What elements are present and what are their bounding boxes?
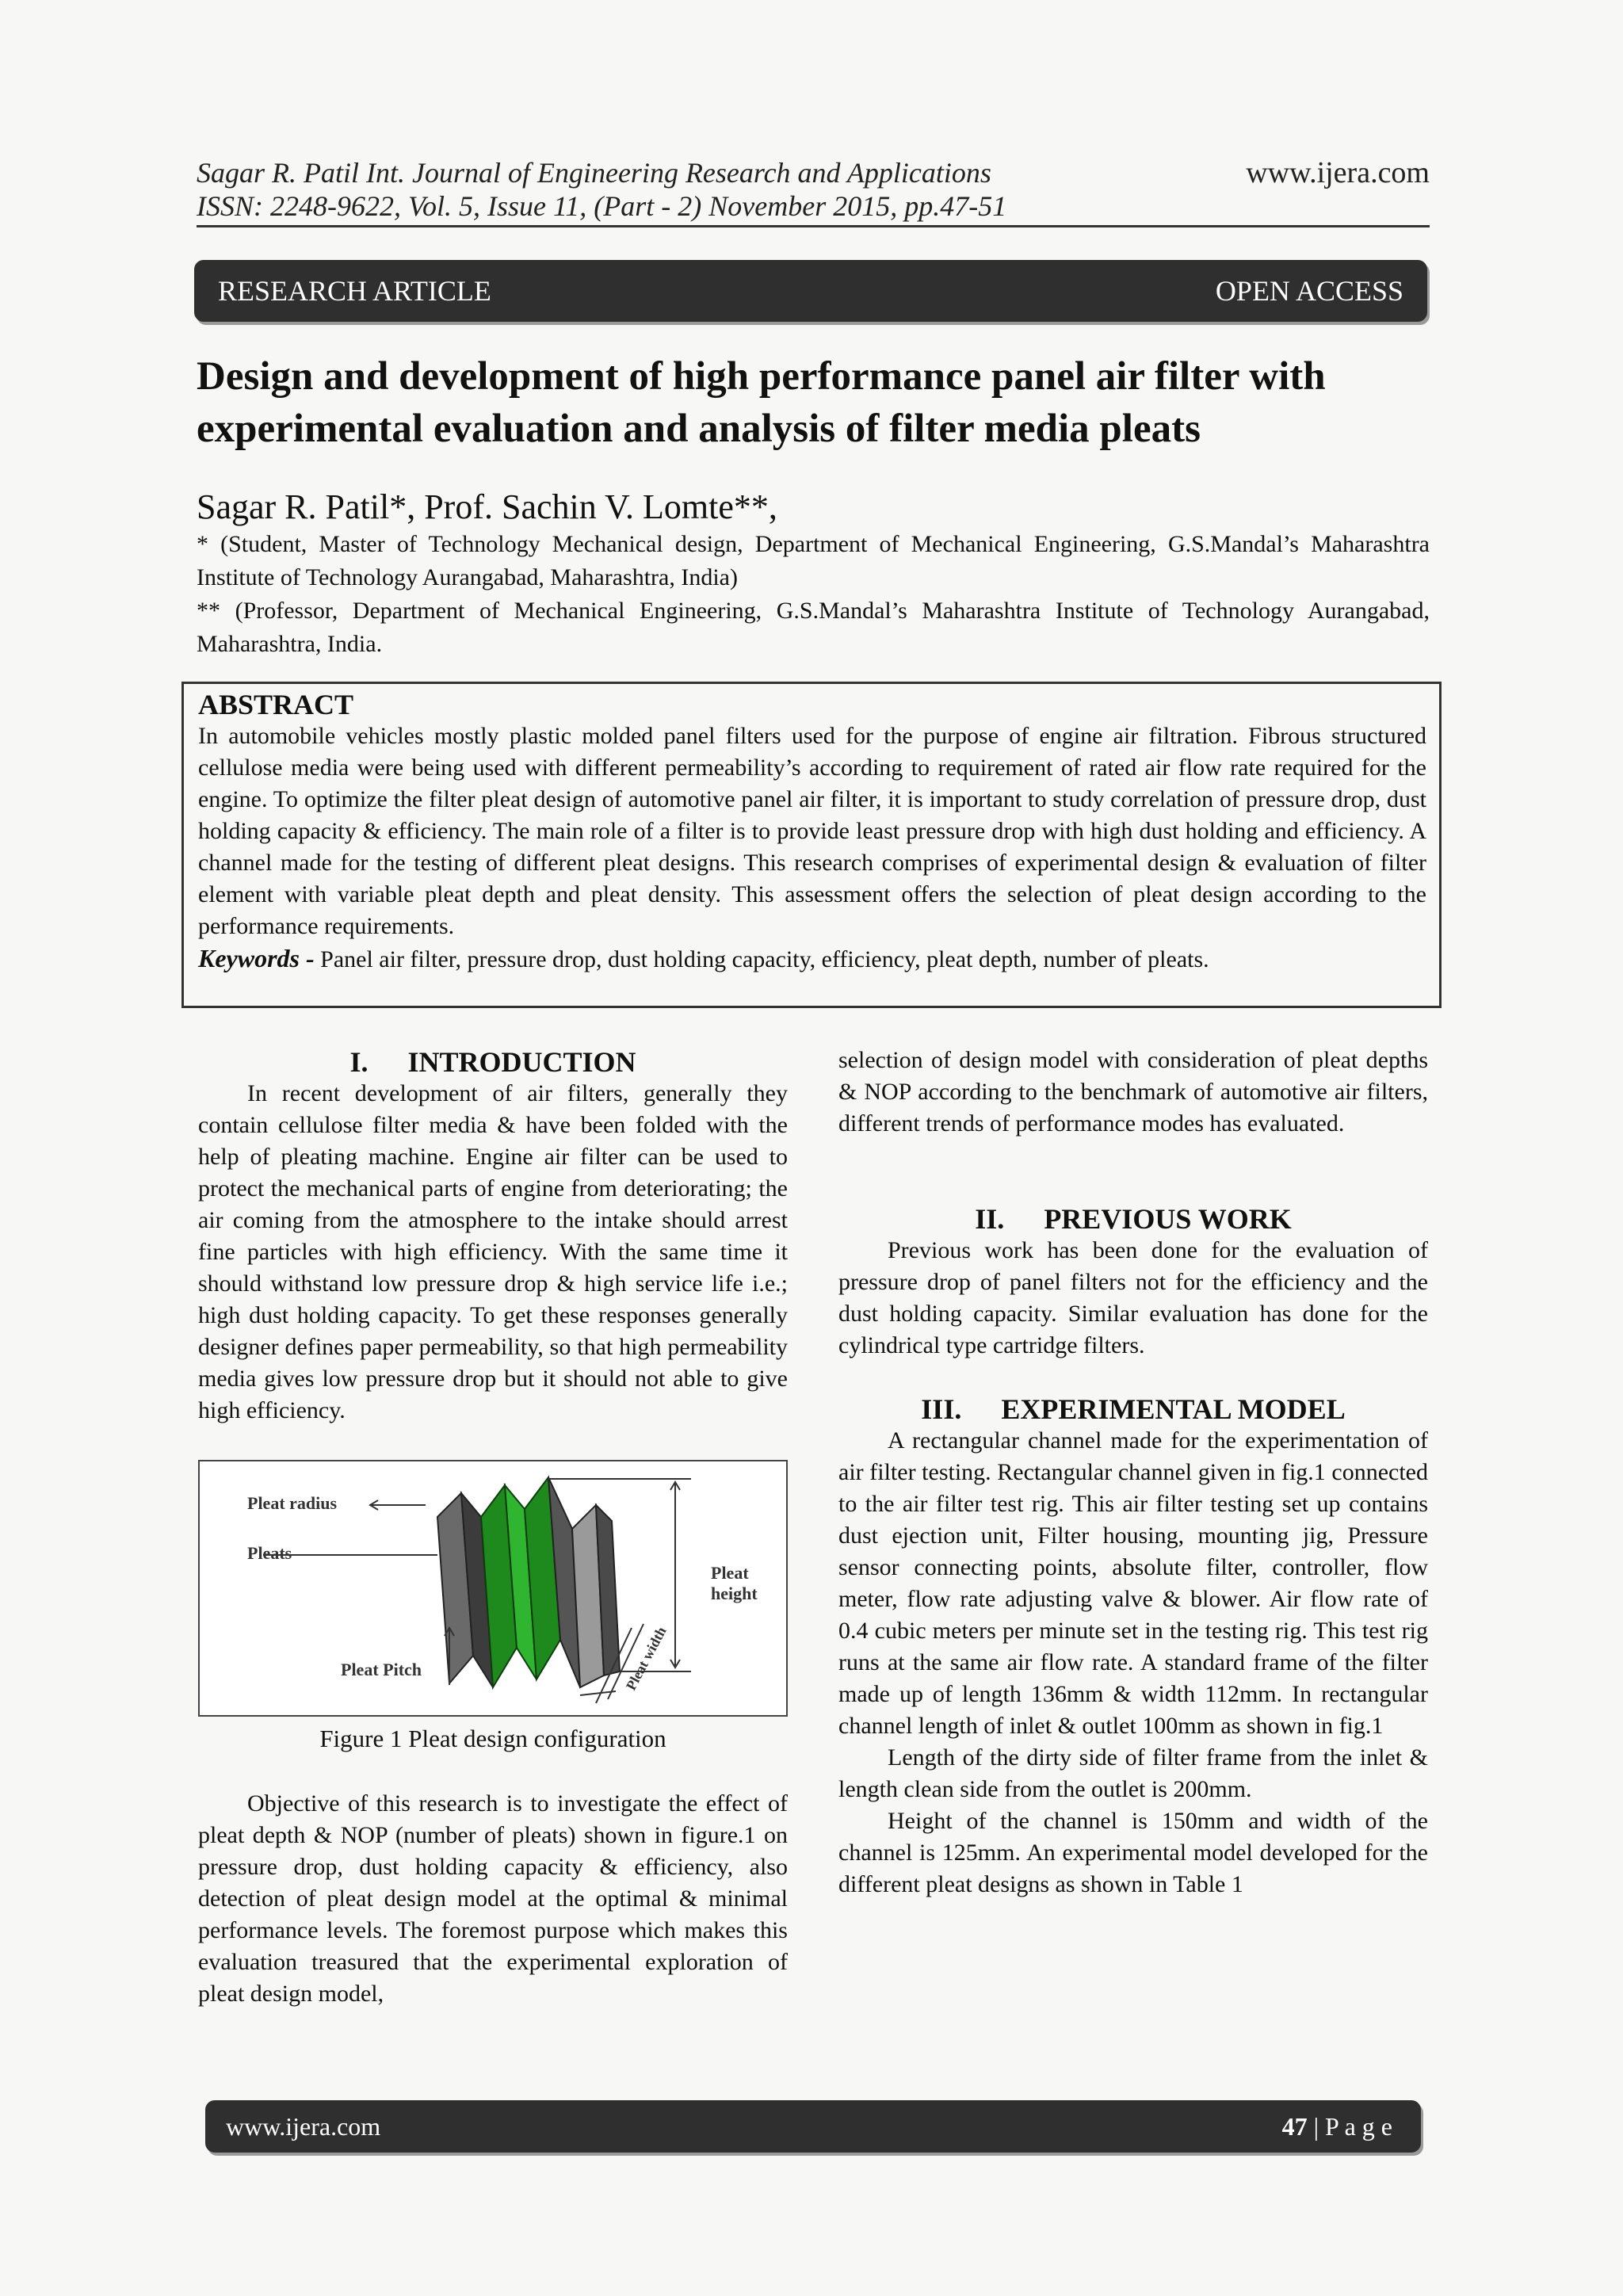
- objective-text: Objective of this research is to investigate the effect of pleat depth & NOP (number of pleats) shown in figure.1 on pressure drop, dust holding capacity & efficiency, also detection of pleat design model at the optimal & minimal performance levels. The foremost purpose which makes this evaluation treasured that the experimental exploration of pleat design model,: [198, 1790, 788, 2007]
- keywords-list: Panel air filter, pressure drop, dust holding capacity, efficiency, pleat depth, number of pleats.: [314, 946, 1209, 972]
- figure-1: [198, 1460, 788, 1717]
- page-label: | P a g e: [1307, 2111, 1392, 2141]
- section-number: III.: [921, 1393, 962, 1425]
- page-number: 47: [1281, 2111, 1308, 2141]
- research-article-label: RESEARCH ARTICLE: [218, 275, 491, 307]
- title-line-2: experimental evaluation and analysis of filter media pleats: [197, 407, 1201, 451]
- footer-website[interactable]: www.ijera.com: [226, 2111, 381, 2141]
- abstract-heading: ABSTRACT: [198, 689, 354, 720]
- footer-page: [1282, 2112, 1392, 2141]
- paper-title: [197, 350, 1465, 455]
- previous-work-paragraph: [838, 1235, 1428, 1362]
- pleated-media-drawing: [437, 1477, 620, 1687]
- label-pleat-width: Pleat width: [622, 1624, 670, 1693]
- footer-bar: [205, 2100, 1421, 2153]
- experimental-text-2: Length of the dirty side of filter frame from the inlet & length clean side from the outlet is 200mm.: [838, 1744, 1428, 1802]
- objective-paragraph: [198, 1788, 788, 2010]
- section-previous-heading: [838, 1203, 1428, 1235]
- intro-paragraph: [198, 1078, 788, 1427]
- section-intro-heading: [198, 1046, 788, 1078]
- article-type-bar: [194, 260, 1427, 322]
- abstract-text: In automobile vehicles mostly plastic molded panel filters used for the purpose of engine air filtration. Fibrous structured cellulose media were being used with different permeability’s according to requirement of rated air flow rate required for the engine. To optimize the filter pleat design of automotive panel air filter, it is important to study correlation of pressure drop, dust holding capacity & efficiency. The main role of a filter is to provide least pressure drop with high dust holding and efficiency. A channel made for the testing of different pleat designs. This research comprises of experimental design & evaluation of filter element with variable pleat depth and pleat density. This assessment offers the selection of pleat design according to the performance requirements.: [198, 723, 1426, 939]
- label-pleat-height-1: Pleat: [711, 1563, 749, 1583]
- intro-text: In recent development of air filters, generally they contain cellulose filter media & have been folded with the help of pleating machine. Engine air filter can be used to protect the mechanical parts of engine from deteriorating; the air coming from the atmosphere to the intake should arrest fine particles with high efficiency. With the same time it should withstand low pressure drop & high service life i.e.; high dust holding capacity. To get these responses generally designer defines paper permeability, so that high permeability media gives low pressure drop but it should not able to give high efficiency.: [198, 1080, 788, 1423]
- affiliation-2: ** (Professor, Department of Mechanical Engineering, G.S.Mandal’s Maharashtra Institute of Technology Aurangabad, Maharashtra, India.: [197, 598, 1430, 657]
- experimental-text-1: A rectangular channel made for the experimentation of air filter testing. Rectangular channel given in fig.1 connected to the air filter test rig. This air filter testing set up contains dust ejection unit, Filter housing, mounting jig, Pressure sensor connecting points, absolute filter, controller, flow meter, flow rate adjusting valve & blower. Air flow rate of 0.4 cubic meters per minute set in the testing rig. This test rig runs at the same air flow rate. A standard frame of the filter made up of length 136mm & width 112mm. In rectangular channel length of inlet & outlet 100mm as shown in fig.1: [838, 1427, 1428, 1739]
- header-rule: [197, 225, 1430, 227]
- journal-website[interactable]: www.ijera.com: [1246, 156, 1430, 189]
- open-access-label: OPEN ACCESS: [1215, 275, 1403, 307]
- section-title: INTRODUCTION: [407, 1046, 636, 1078]
- section-experimental-heading: [838, 1393, 1428, 1425]
- section-title: EXPERIMENTAL MODEL: [1001, 1393, 1346, 1425]
- label-pleats: Pleats: [247, 1543, 292, 1563]
- figure-1-caption: Figure 1 Pleat design configuration: [319, 1725, 666, 1752]
- intro-continuation-text: selection of design model with consideration of pleat depths & NOP according to the benchmark of automotive air filters, different trends of performance modes has evaluated.: [838, 1047, 1428, 1137]
- keywords-label: Keywords -: [198, 944, 315, 972]
- section-number: I.: [349, 1046, 369, 1078]
- affiliations: [197, 528, 1430, 661]
- experimental-paragraphs: [838, 1425, 1428, 1901]
- label-pleat-radius: Pleat radius: [247, 1493, 338, 1513]
- section-number: II.: [975, 1203, 1005, 1235]
- affiliation-1: * (Student, Master of Technology Mechanical design, Department of Mechanical Engineering, G.S.Mandal’s Maharashtra Institute of Technology Aurangabad, Maharashtra, India): [197, 531, 1430, 590]
- label-pleat-height-2: height: [711, 1584, 758, 1603]
- keywords: [198, 942, 1426, 976]
- intro-continuation: [838, 1045, 1428, 1140]
- abstract-box: [181, 682, 1442, 1008]
- section-title: PREVIOUS WORK: [1044, 1203, 1292, 1235]
- previous-work-text: Previous work has been done for the evaluation of pressure drop of panel filters not for the efficiency and the dust holding capacity. Similar evaluation has done for the cylindrical type cartridge filters.: [838, 1237, 1428, 1358]
- journal-line: Sagar R. Patil Int. Journal of Engineering Research and Applications: [197, 157, 991, 189]
- experimental-text-3: Height of the channel is 150mm and width of the channel is 125mm. An experimental model developed for the different pleat designs as shown in Table 1: [838, 1808, 1428, 1897]
- title-line-1: Design and development of high performance panel air filter with: [197, 354, 1326, 399]
- pleat-diagram: [200, 1461, 786, 1715]
- label-pleat-pitch: Pleat Pitch: [341, 1660, 422, 1679]
- authors: Sagar R. Patil*, Prof. Sachin V. Lomte**,: [197, 487, 777, 526]
- issn-line: ISSN: 2248-9622, Vol. 5, Issue 11, (Part - 2) November 2015, pp.47-51: [197, 190, 1007, 222]
